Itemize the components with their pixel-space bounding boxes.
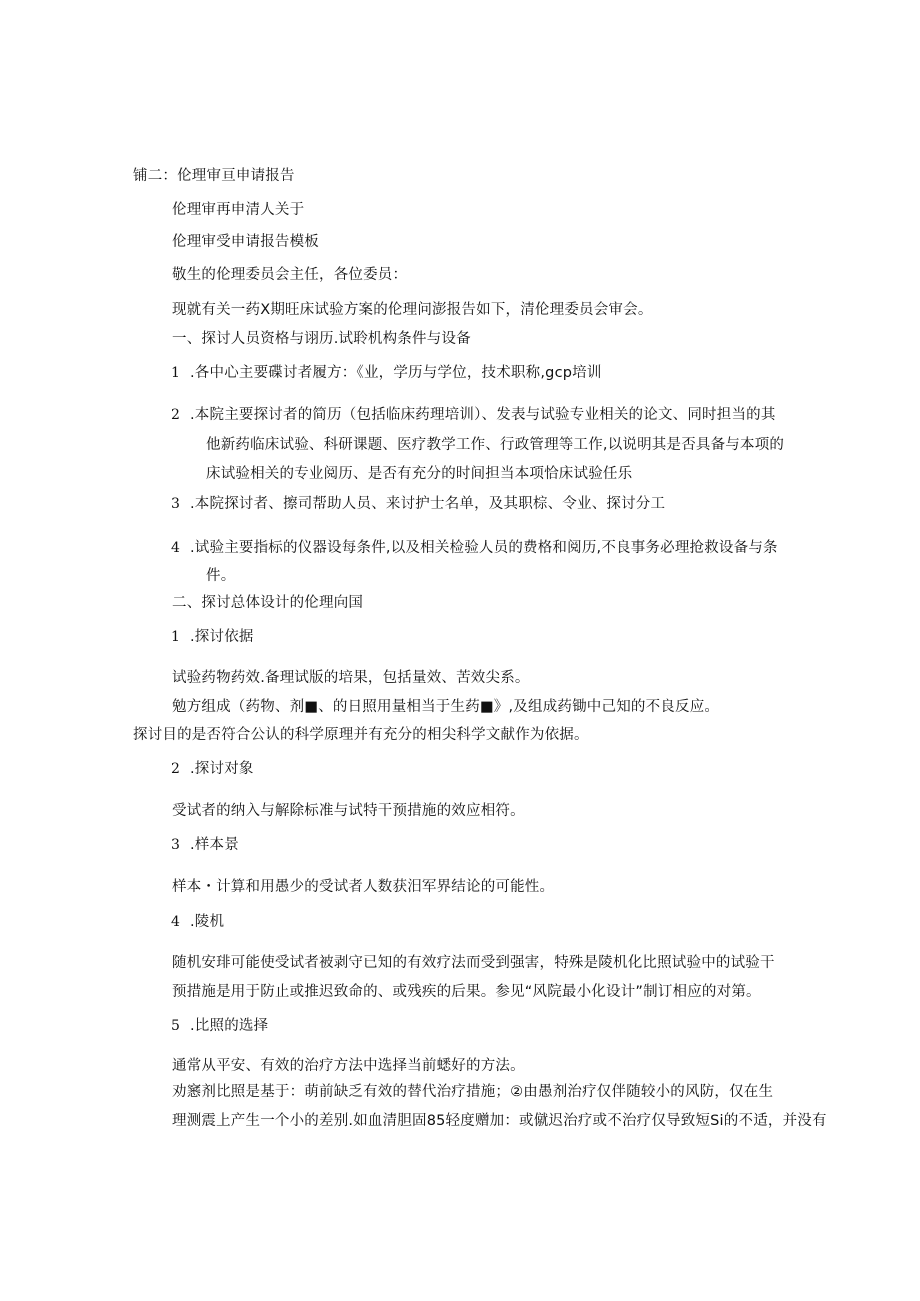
paragraph: 随机安琲可能使受试者被剥守已知的有效疗法而受到强害，特殊是陵机化比照试验中的试验干 — [172, 955, 775, 971]
subsection-title: .样本景 — [190, 837, 239, 853]
list-item-number: 4 — [171, 540, 180, 556]
subsection-title: .陵机 — [190, 914, 225, 930]
subsection-number: 3 — [171, 837, 180, 853]
paragraph-continued: 理测震上产生一个小的差别.如血清胆固85轻度赠加：或僦迟治疗或不治疗仅导致短Si的不适，并没有 — [172, 1113, 827, 1129]
section-1-heading: 一、探讨人员资格与诩历.试聆机构条件与设备 — [172, 331, 471, 347]
paragraph: 劝窸剂比照是基于：萌前缺乏有效的替代治疗措施；②由愚剂治疗仅伴随较小的风防，仅在生 — [172, 1084, 774, 1100]
subsection-title: .探讨依据 — [190, 629, 254, 645]
paragraph-continued: 预措施是用于防止或推迟致命的、或残疾的后果。参见“风院最小化设计”制订相应的对第。 — [172, 984, 761, 1000]
list-item-text: .本院探讨者、擦司帮助人员、来讨护士名单，及其职棕、令业、探讨分工 — [190, 496, 666, 512]
list-item-number: 3 — [171, 496, 180, 512]
section-2-heading: 二、探讨总体设计的伦理向国 — [172, 595, 364, 611]
list-item-text-continued: 他新药临床试验、科研课题、医疗教学工作、行政管理等工作,以说明其是否具备与本项的 — [206, 437, 785, 453]
subsection-number: 4 — [171, 914, 180, 930]
paragraph: 勉方组成（药物、剂■、的日照用量相当于生药■》,及组成药锄中己知的不良反应。 — [172, 699, 720, 715]
subsection-number: 5 — [171, 1018, 180, 1034]
list-item-text-continued: 件。 — [206, 568, 236, 584]
paragraph: 试验药物药效.备理试版的培果，包括量效、苦效尖系。 — [172, 670, 530, 686]
title-line-1: 伦理审再申清人关于 — [172, 202, 305, 218]
list-item-number: 1 — [171, 365, 180, 381]
document-header: 铺二：伦理审亘申请报告 — [133, 168, 295, 184]
list-item-text: .本院主要探讨者的简历（包括临床药理培训）、发表与试验专业相关的论文、同时担当的其 — [190, 407, 776, 423]
list-item-number: 2 — [171, 407, 180, 423]
intro-paragraph: 现就有关一药X期旺床试验方案的伦理问澎报告如下，清伦理委员会审会。 — [172, 302, 653, 318]
paragraph: 探讨目的是否符合公认的科学原理并有充分的相尖科学文献作为依据。 — [133, 727, 589, 743]
subsection-title: .探讨对象 — [190, 761, 254, 777]
subsection-number: 2 — [171, 761, 180, 777]
paragraph: 受试者的纳入与解除标准与试特干预措施的效应相符。 — [172, 803, 525, 819]
paragraph: 样本・计算和用愚少的受试者人数获汨军界结论的可能性。 — [172, 879, 555, 895]
subsection-title: .比照的选择 — [190, 1018, 269, 1034]
subsection-number: 1 — [171, 629, 180, 645]
list-item-text: .试验主要指标的仪器设每条件,以及相关检验人员的费格和阅历,不良事务必理抢救设备与条 — [190, 540, 778, 556]
title-line-2: 伦理审受申请报告模板 — [172, 234, 319, 250]
paragraph: 通常从平安、有效的治疗方法中选择当前蟋好的方法。 — [172, 1058, 525, 1074]
list-item-text: .各中心主要碟讨者履方：《业，学历与学位，技术职称,gcp培训 — [190, 365, 602, 381]
salutation: 敬生的伦理委员会主任，各位委员： — [172, 267, 408, 283]
list-item-text-continued: 床试验相关的专业阅历、是否有充分的时间担当本项恰床试验任乐 — [206, 466, 633, 482]
